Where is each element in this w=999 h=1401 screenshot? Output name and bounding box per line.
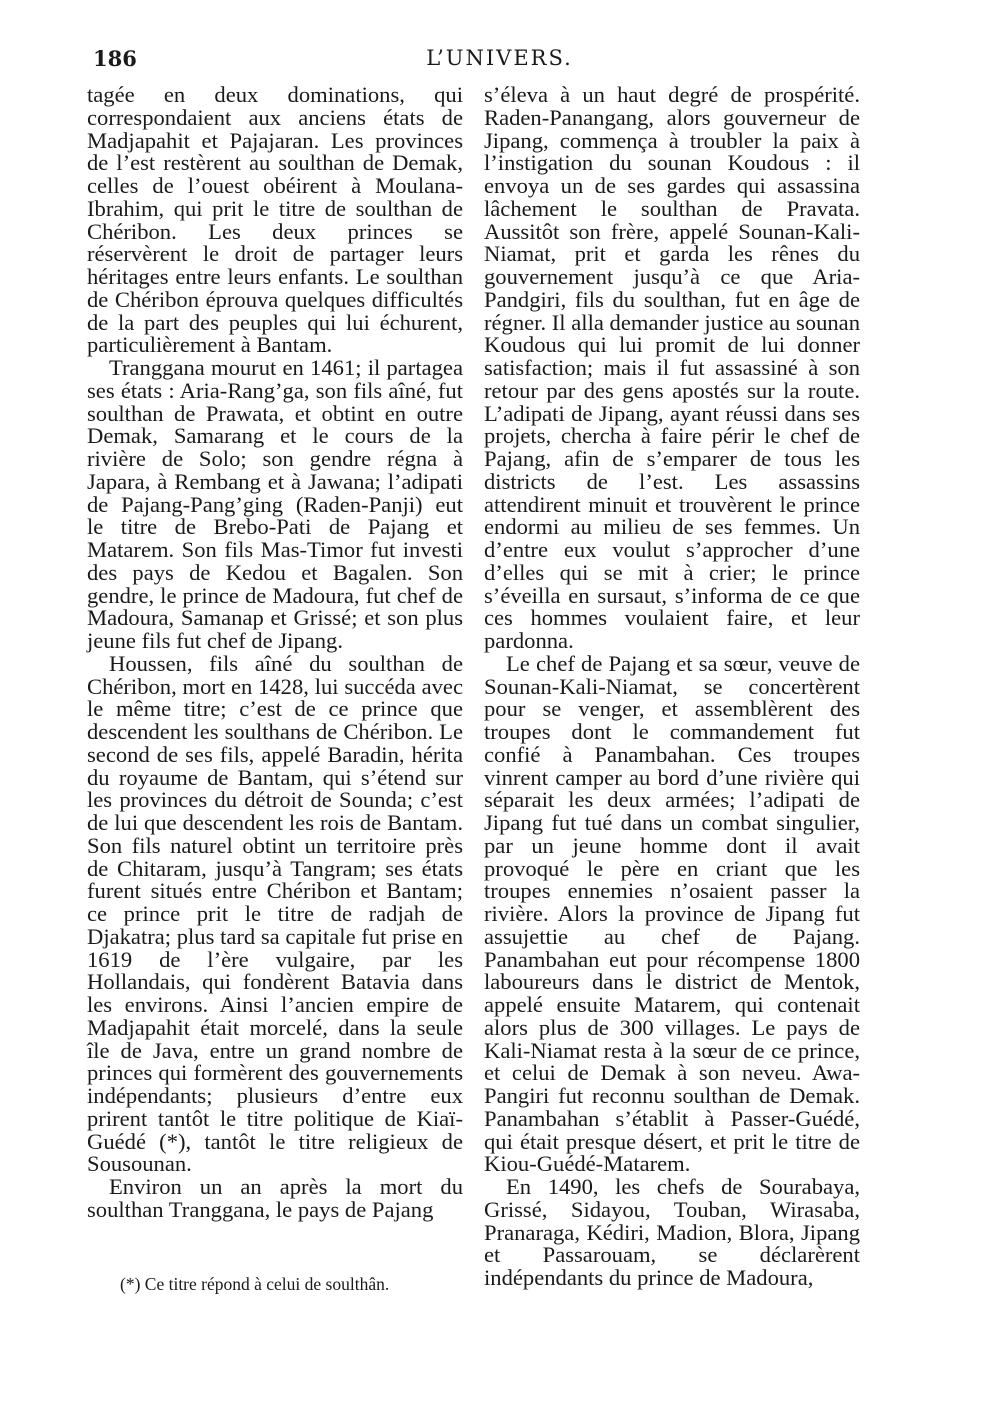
paragraph: En 1490, les chefs de Sourabaya, Grissé, Sidayou, Touban, Wirasaba, Pranaraga, Kédiri, Madion, Blora, Jipang et Passarouam, se déclarèrent indépendants du prince de Madoura, [484,1174,860,1290]
paragraph: s’éleva à un haut degré de prospérité. Raden-Panangang, alors gouverneur de Jipang, commença à troubler la paix à l’instigation du sounan Koudous : il envoya un de ses gardes qui assassina lâchement le soulthan de Pravata. Aussitôt son frère, appelé Sounan-Kali-Niamat, prit et garda les rênes du gouvernement jusqu’à ce que Aria-Pandgiri, fils du soulthan, fut en âge de régner. Il alla demander justice au sounan Koudous qui lui promit de lui donner satisfaction; mais il fut assassiné à son retour par des gens apostés sur la route. L’adipati de Jipang, ayant réussi dans ses projets, chercha à faire périr le chef de Pajang, afin de s’emparer de tous les districts de l’est. Les assassins attendirent minuit et trouvèrent le prince endormi au milieu de ses femmes. Un d’entre eux voulut s’approcher d’une d’elles qui se mit à crier; le prince s’éveilla en sursaut, s’informa de ce que ces hommes voulaient faire, et leur pardonna. [484,82,860,653]
paragraph: Environ un an après la mort du soulthan Tranggana, le pays de Pajang [87,1174,463,1222]
paragraph: tagée en deux dominations, qui correspondaient aux anciens états de Madjapahit et Pajajaran. Les provinces de l’est restèrent au soulthan de Demak, celles de l’ouest obéirent à Moulana-Ibrahim, qui prit le titre de soulthan de Chéribon. Les deux princes se réservèrent le droit de partager leurs héritages entre leurs enfants. Le soulthan de Chéribon éprouva quelques difficultés de la part des peuples qui lui échurent, particulièrement à Bantam. [87,82,463,358]
right-column [484,84,860,1290]
paragraph: Tranggana mourut en 1461; il partagea ses états : Aria-Rang’ga, son fils aîné, fut soulthan de Prawata, et obtint en outre Demak, Samarang et le cours de la rivière de Solo; son gendre régna à Japara, à Rembang et à Jawana; l’adipati de Pajang-Pang’ging (Raden-Panji) eut le titre de Brebo-Pati de Pajang et Matarem. Son fils Mas-Timor fut investi des pays de Kedou et Bagalen. Son gendre, le prince de Madoura, fut chef de Madoura, Samanap et Grissé; et son plus jeune fils fut chef de Jipang. [87,355,463,653]
paragraph: Le chef de Pajang et sa sœur, veuve de Sounan-Kali-Niamat, se concertèrent pour se venger, et assemblèrent des troupes dont le commandement fut confié à Panambahan. Ces troupes vinrent camper au bord d’une rivière qui séparait les deux armées; l’adipati de Jipang fut tué dans un combat singulier, par un jeune homme dont il avait provoqué le père en criant que les troupes ennemies n’osaient passer la rivière. Alors la province de Jipang fut assujettie au chef de Pajang. Panambahan eut pour récompense 1800 laboureurs dans le district de Mentok, appelé ensuite Matarem, qui contenait alors plus de 300 villages. Le pays de Kali-Niamat resta à la sœur de ce prince, et celui de Demak à son neveu. Awa-Pangiri fut reconnu soulthan de Demak. Panambahan s’établit à Passer-Guédé, qui était presque désert, et prit le titre de Kiou-Guédé-Matarem. [484,650,860,1177]
paragraph: Houssen, fils aîné du soulthan de Chéribon, mort en 1428, lui succéda avec le même titre; c’est de ce prince que descendent les soulthans de Chéribon. Le second de ses fils, appelé Baradin, hérita du royaume de Bantam, qui s’étend sur les provinces du détroit de Sounda; c’est de lui que descendent les rois de Bantam. Son fils naturel obtint un territoire près de Chitaram, jusqu’à Tangram; ses états furent situés entre Chéribon et Bantam; ce prince prit le titre de radjah de Djakatra; plus tard sa capitale fut prise en 1619 de l’ère vulgaire, par les Hollandais, qui fondèrent Batavia dans les environs. Ainsi l’ancien empire de Madjapahit était morcelé, dans la seule île de Java, entre un grand nombre de princes qui formèrent des gouvernements indépendants; plusieurs d’entre eux prirent tantôt le titre politique de Kiaï-Guédé (*), tantôt le titre religieux de Sousounan. [87,650,463,1177]
left-column [87,84,463,1222]
page-number: 186 [93,46,137,71]
running-head: L’UNIVERS. [426,46,573,70]
footnote: (*) Ce titre répond à celui de soulthân. [120,1274,390,1294]
